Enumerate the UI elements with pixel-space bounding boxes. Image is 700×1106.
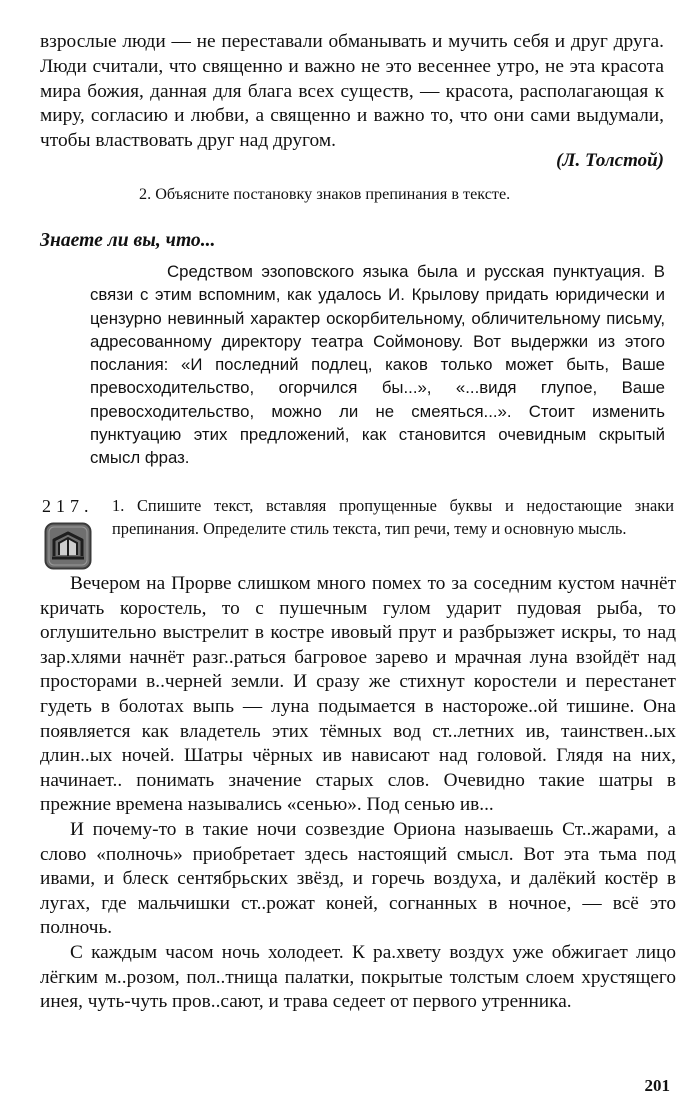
- page-number: 201: [644, 1076, 670, 1095]
- did-you-know-title: Знаете ли вы, что...: [40, 230, 216, 251]
- top-paragraph: взрослые люди — не переставали обманывать и мучить себя и друг друга. Люди считали, что священно и важно не это весеннее утро, не эта красота мира божия, данная для блага всех существ, — красота, располагающая к миру, согласию и любви, а священно и важно то, что они сами выдумали, чтобы властвовать друг над другом.: [40, 31, 664, 152]
- book-icon: [44, 522, 92, 570]
- main-text: [40, 572, 676, 1015]
- exercise-number: 217.: [42, 496, 94, 516]
- main-paragraph-2: И почему-то в такие ночи созвездие Ориона называешь Ст..жарами, а слово «полночь» приобретает здесь настоящий смысл. Вот эта тьма под ивами, и блеск сентябрьских звёзд, и горечь воздуха, и далёкий костёр в лугах, где мальчишки ст..рожат коней, согнанных в ночное, — всё это полночь.: [40, 818, 676, 939]
- did-you-know-text: Средством эзоповского языка была и русская пунктуация. В связи с этим вспомним, как удалось И. Крылову придать юридически и цензурно невинный характер оскорбительному, обличительному письму, адресованному директору театра Соймонову. Вот выдержки из этого послания: «И последний подлец, каков только может быть, Ваше превосходительство, огорчился бы...», «...видя глупое, Ваше превосходительство, можно ли не смеяться...». Стоит изменить пунктуацию этих предложений, как становится очевидным скрытый смысл фраз.: [90, 262, 665, 468]
- did-you-know-body: [90, 260, 665, 470]
- book-icon-graphic: [44, 522, 92, 570]
- main-paragraph-3: С каждым часом ночь холодеет. К ра.хвету воздух уже обжигает лицо лёгким м..розом, пол..тнища палатки, покрытые толстым слоем хрустящего инея, чуть-чуть пров..сают, и трава седеет от первого утренника.: [40, 941, 676, 1013]
- task-2: 2. Объясните постановку знаков препинания в тексте.: [139, 185, 511, 203]
- main-paragraph-1: Вечером на Прорве слишком много помех то за соседним кустом начнёт кричать коростель, то с пушечным гулом ударит пудовая рыба, то оглушительно выстрелит в костре ивовый прут и разбрызжет искры, то над зар.хлями начнёт разг..раться багровое зарево и мрачная луна взойдёт над просторами в..черней земли. И сразу же стихнут коростели и перестанет гудеть в болотах выпь — луна подымается в настороже..ой тишине. Она появляется как владетель этих тёмных вод ст..летних ив, таинствен..ых длин..ых ночей. Шатры чёрных ив нависают над головой. Глядя на них, начинает.. понимать значение старых слов. Очевидно такие шатры в прежние времена назывались «сенью». Под сенью ив...: [40, 573, 676, 816]
- exercise-task: 1. Спишите текст, вставляя пропущенные буквы и недостающие знаки препинания. Определите стиль текста, тип речи, тему и основную мысль.: [112, 496, 674, 538]
- author-attribution: (Л. Толстой): [556, 150, 664, 171]
